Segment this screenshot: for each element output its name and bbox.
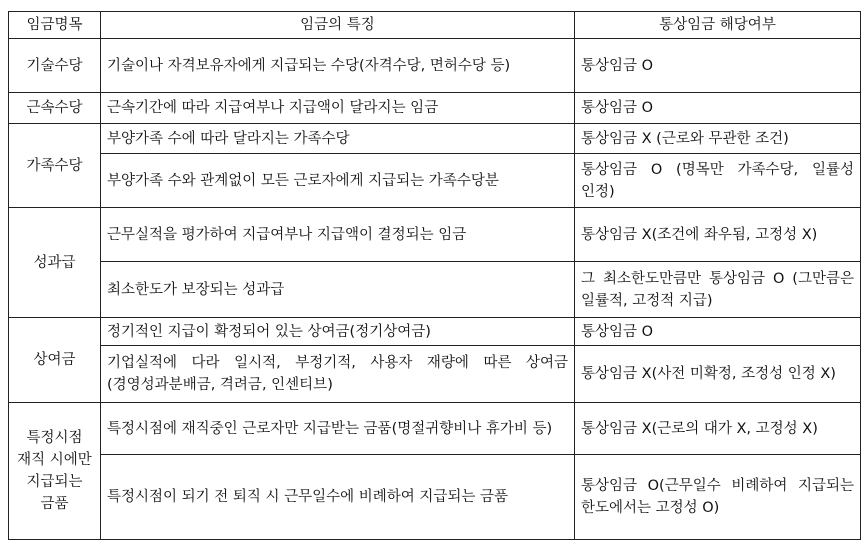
row-status: 통상임금 X(사전 미확정, 조정성 인정 X) (575, 346, 861, 403)
table-row (9, 455, 861, 540)
header-ordinary-wage-status: 통상임금 해당여부 (575, 12, 861, 39)
table-row (9, 318, 861, 346)
row-status: 통상임금 O (575, 39, 861, 93)
wage-table (8, 11, 861, 540)
row-category: 성과급 (9, 208, 101, 318)
header-wage-item: 임금명목 (9, 12, 101, 39)
row-status: 그 최소한도만큼만 통상임금 O (그만큼은 일률적, 고정적 지급) (575, 262, 861, 318)
row-category: 상여금 (9, 318, 101, 403)
row-status: 통상임금 X (근로와 무관한 조건) (575, 124, 861, 154)
row-feature: 근속기간에 따라 지급여부나 지급액이 달라지는 임금 (101, 93, 575, 124)
row-feature: 근무실적을 평가하여 지급여부나 지급액이 결정되는 임금 (101, 208, 575, 262)
table-row (9, 346, 861, 403)
row-feature: 정기적인 지급이 확정되어 있는 상여금(정기상여금) (101, 318, 575, 346)
table-row (9, 403, 861, 455)
table-row (9, 124, 861, 154)
row-feature: 부양가족 수와 관계없이 모든 근로자에게 지급되는 가족수당분 (101, 154, 575, 208)
table-row (9, 93, 861, 124)
row-feature: 부양가족 수에 따라 달라지는 가족수당 (101, 124, 575, 154)
table-row (9, 39, 861, 93)
row-category: 기술수당 (9, 39, 101, 93)
row-category: 근속수당 (9, 93, 101, 124)
row-category: 가족수당 (9, 124, 101, 208)
header-wage-feature: 임금의 특징 (101, 12, 575, 39)
row-status: 통상임금 X(조건에 좌우됨, 고정성 X) (575, 208, 861, 262)
row-feature: 기술이나 자격보유자에게 지급되는 수당(자격수당, 면허수당 등) (101, 39, 575, 93)
row-status: 통상임금 O (575, 318, 861, 346)
table-row (9, 154, 861, 208)
row-status: 통상임금 O (명목만 가족수당, 일률성 인정) (575, 154, 861, 208)
row-feature: 특정시점이 되기 전 퇴직 시 근무일수에 비례하여 지급되는 금품 (101, 455, 575, 540)
row-status: 통상임금 X(근로의 대가 X, 고정성 X) (575, 403, 861, 455)
row-feature: 최소한도가 보장되는 성과급 (101, 262, 575, 318)
row-status: 통상임금 O(근무일수 비례하여 지급되는 한도에서는 고정성 O) (575, 455, 861, 540)
table-row (9, 208, 861, 262)
row-status: 통상임금 O (575, 93, 861, 124)
row-feature: 기업실적에 다라 일시적, 부정기적, 사용자 재량에 따른 상여금(경영성과분배금, 격려금, 인센티브) (101, 346, 575, 403)
row-feature: 특정시점에 재직중인 근로자만 지급받는 금품(명절귀향비나 휴가비 등) (101, 403, 575, 455)
table-header-row (9, 12, 861, 39)
row-category: 특정시점 재직 시에만 지급되는 금품 (9, 403, 101, 540)
table-row (9, 262, 861, 318)
